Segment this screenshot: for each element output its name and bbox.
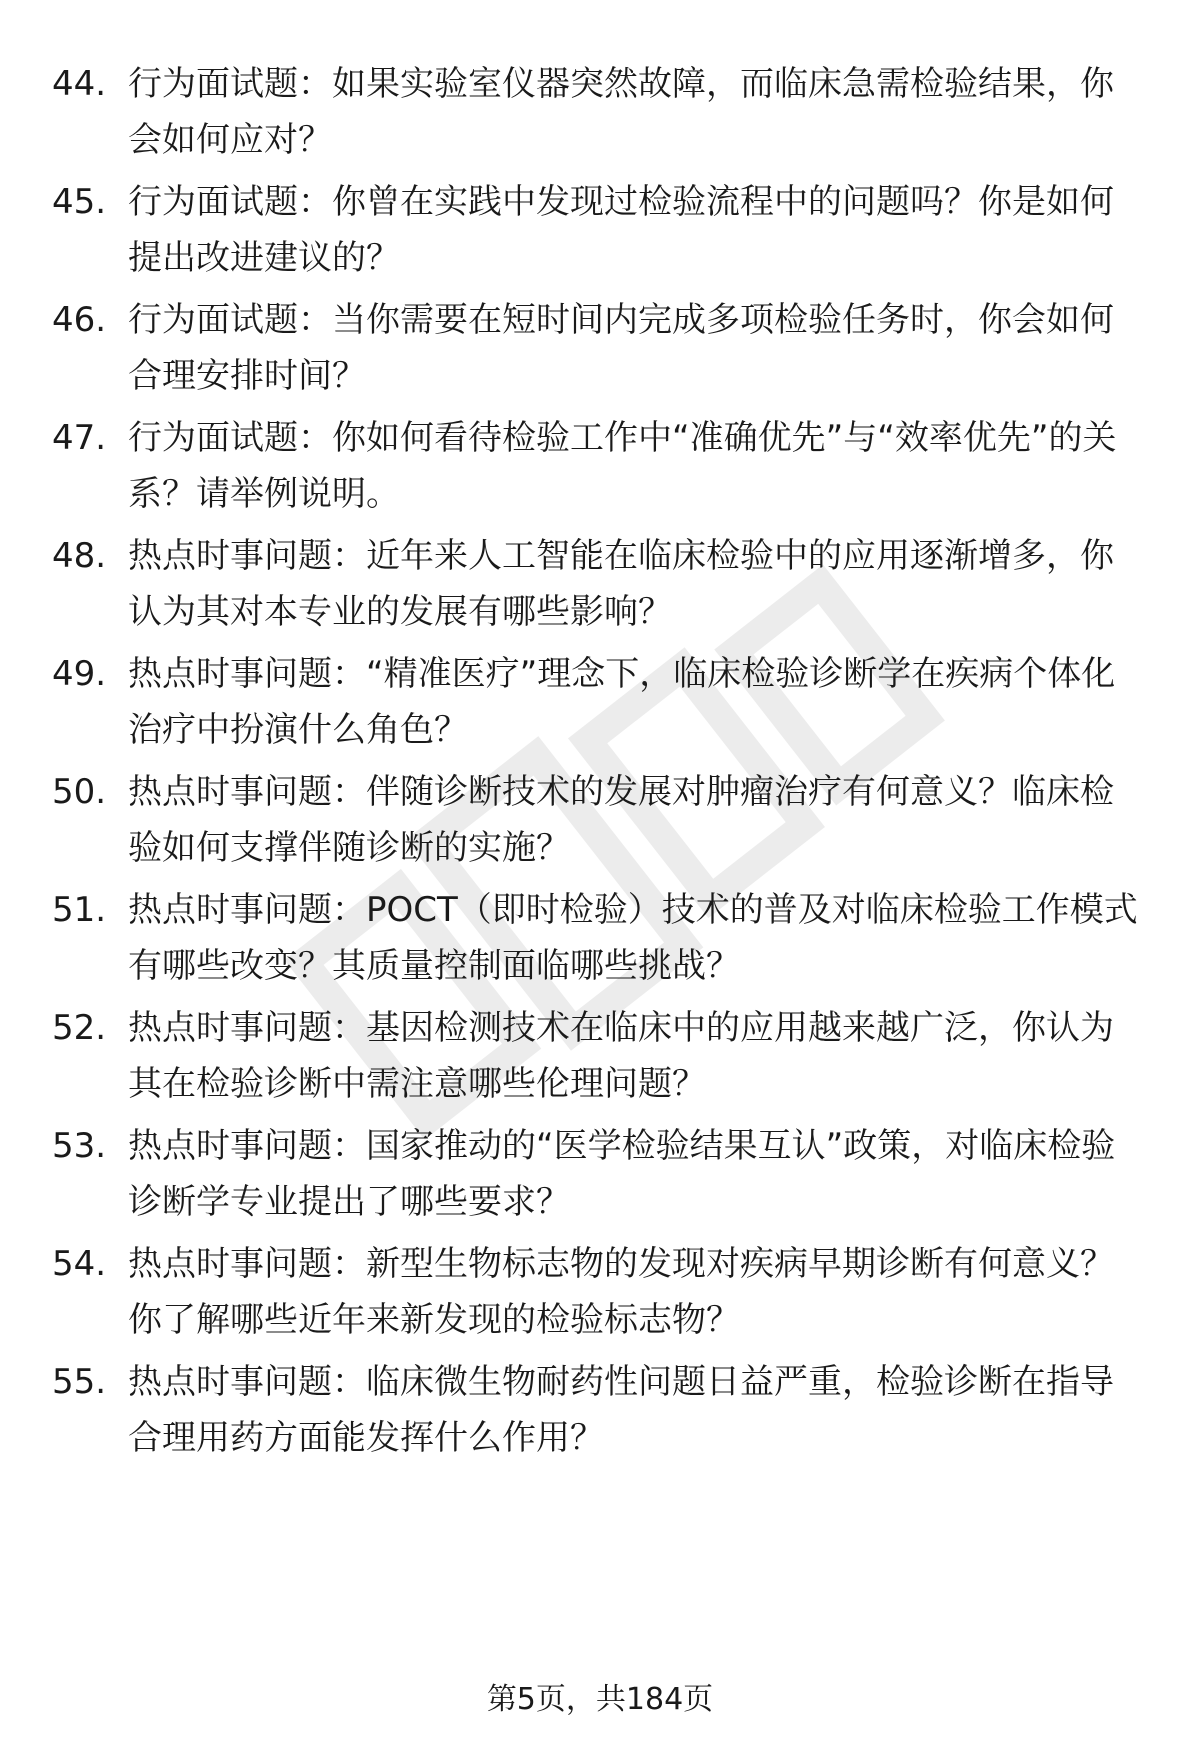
question-item: [0, 56, 1200, 176]
question-text: 行为面试题：你如何看待检验工作中“准确优先”与“效率优先”的关系？请举例说明。: [128, 418, 1117, 514]
question-number: 50.: [52, 772, 107, 812]
question-number: 52.: [52, 1008, 107, 1048]
question-number: 53.: [52, 1126, 107, 1166]
question-text: 行为面试题：你曾在实践中发现过检验流程中的问题吗？你是如何提出改进建议的？: [128, 182, 1114, 278]
question-number: 47.: [52, 418, 107, 458]
question-text: 热点时事问题：临床微生物耐药性问题日益严重，检验诊断在指导合理用药方面能发挥什么作用？: [128, 1362, 1114, 1458]
question-text: 热点时事问题：伴随诊断技术的发展对肿瘤治疗有何意义？临床检验如何支撑伴随诊断的实施？: [128, 772, 1114, 868]
question-item: [0, 174, 1200, 294]
question-text: 行为面试题：如果实验室仪器突然故障，而临床急需检验结果，你会如何应对？: [128, 64, 1114, 160]
question-text: 行为面试题：当你需要在短时间内完成多项检验任务时，你会如何合理安排时间？: [128, 300, 1114, 396]
question-text: 热点时事问题：新型生物标志物的发现对疾病早期诊断有何意义？你了解哪些近年来新发现的检验标志物？: [128, 1244, 1114, 1340]
question-number: 44.: [52, 64, 107, 104]
question-item: [0, 646, 1200, 766]
question-number: 54.: [52, 1244, 107, 1284]
question-text: 热点时事问题：近年来人工智能在临床检验中的应用逐渐增多，你认为其对本专业的发展有哪些影响？: [128, 536, 1114, 632]
question-number: 49.: [52, 654, 107, 694]
question-text: 热点时事问题：“精准医疗”理念下，临床检验诊断学在疾病个体化治疗中扮演什么角色？: [128, 654, 1116, 750]
page-number-label: 第5页，共184页: [486, 1682, 714, 1717]
question-item: [0, 764, 1200, 884]
question-item: [0, 410, 1200, 530]
question-item: [0, 1118, 1200, 1238]
question-number: 45.: [52, 182, 107, 222]
question-item: [0, 882, 1200, 1002]
question-number: 51.: [52, 890, 107, 930]
question-item: [0, 1236, 1200, 1356]
question-item: [0, 528, 1200, 648]
page-footer: [0, 1680, 1200, 1720]
question-item: [0, 292, 1200, 412]
question-text: 热点时事问题：基因检测技术在临床中的应用越来越广泛，你认为其在检验诊断中需注意哪些伦理问题？: [128, 1008, 1114, 1104]
question-text: 热点时事问题：国家推动的“医学检验结果互认”政策，对临床检验诊断学专业提出了哪些要求？: [128, 1126, 1116, 1222]
question-item: [0, 1354, 1200, 1474]
question-number: 48.: [52, 536, 107, 576]
question-number: 46.: [52, 300, 107, 340]
question-item: [0, 1000, 1200, 1120]
question-text: 热点时事问题：POCT（即时检验）技术的普及对临床检验工作模式有哪些改变？其质量控制面临哪些挑战？: [128, 890, 1138, 986]
question-number: 55.: [52, 1362, 107, 1402]
